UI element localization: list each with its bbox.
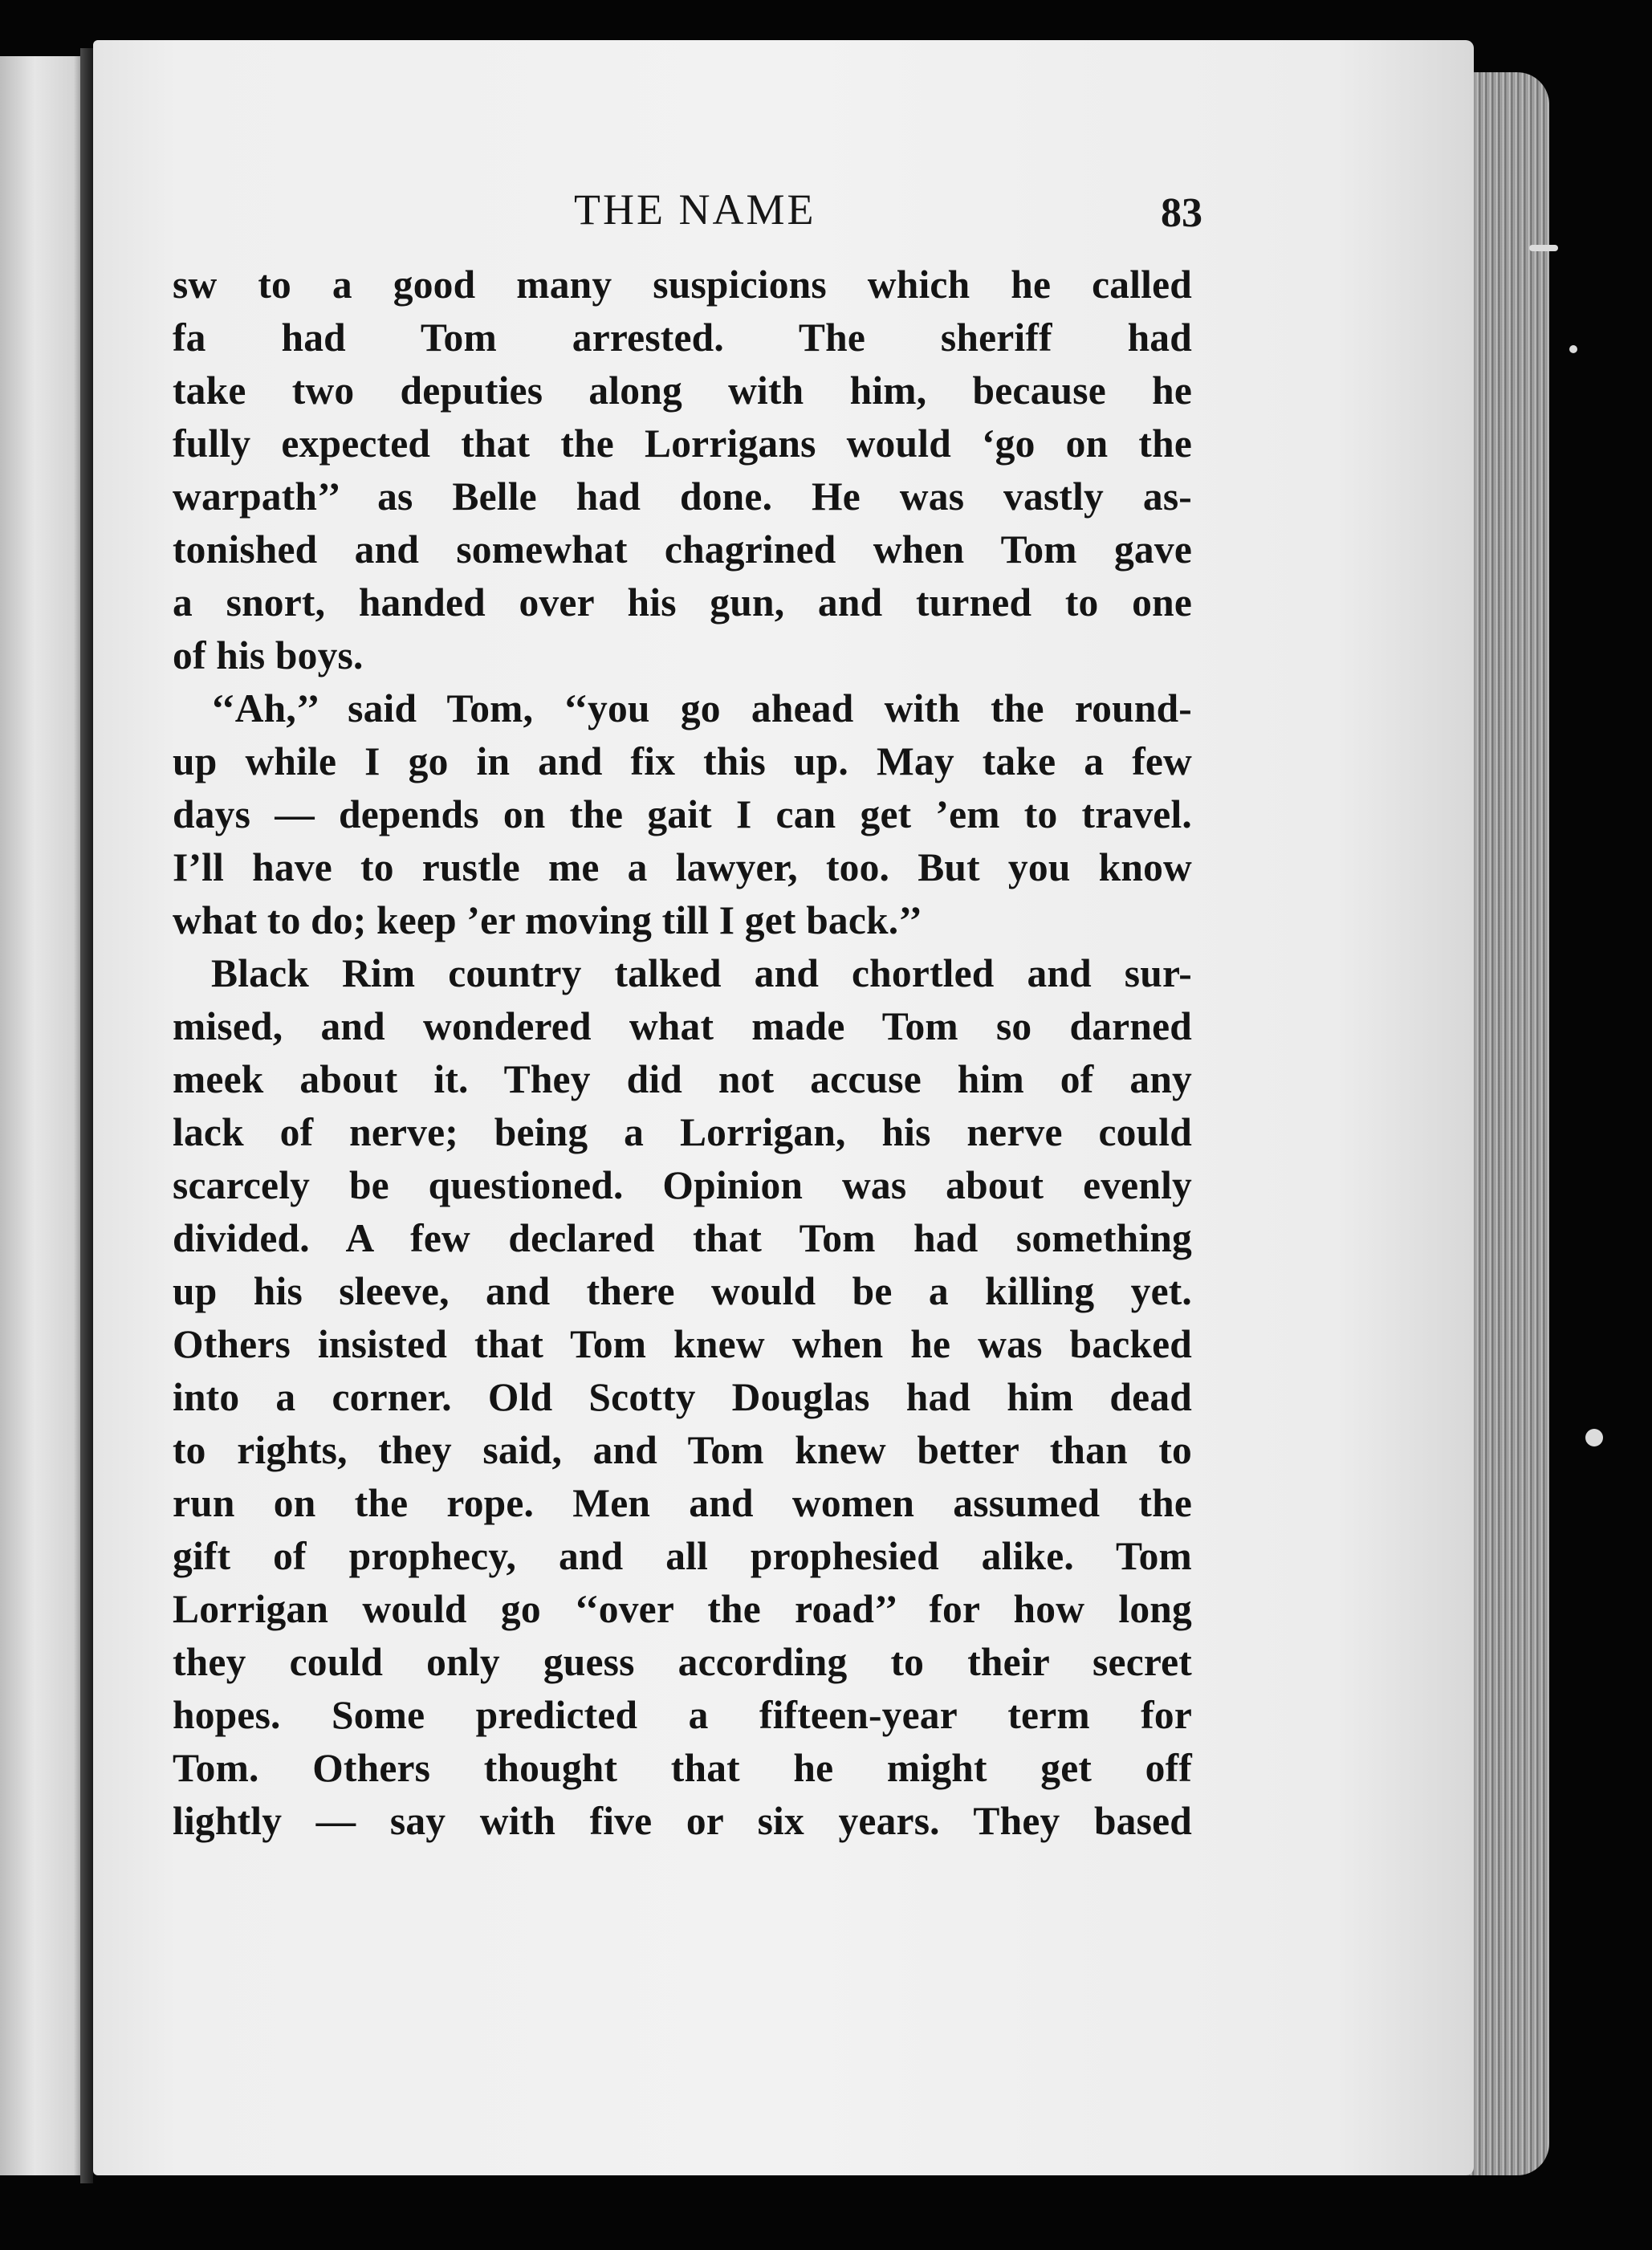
text-line: Black Rim country talked and chortled and sur- [211,951,1192,995]
text-line: a snort, handed over his gun, and turned to one [173,580,1192,625]
scan-speck [1585,1429,1603,1446]
page-number: 83 [1161,190,1202,236]
text-line: Tom. Others thought that he might get off [173,1746,1192,1790]
text-line: warpath’’ as Belle had done. He was vastly as- [173,474,1192,519]
text-line: lack of nerve; being a Lorrigan, his nerve could [173,1110,1192,1154]
text-line: days — depends on the gait I can get ’em to travel. [173,792,1192,836]
paragraph-end-line: what to do; keep ’er moving till I get back.’’ [173,898,923,942]
text-line: up his sleeve, and there would be a killing yet. [173,1269,1192,1313]
text-line: Others insisted that Tom knew when he was backed [173,1322,1192,1366]
text-line: Lorrigan would go ‘‘over the road’’ for how long [173,1587,1192,1631]
text-line: lightly — say with five or six years. They based [173,1799,1192,1843]
running-head [0,185,1652,249]
book-gutter [80,48,93,2183]
facing-page-edge [0,56,87,2175]
text-line: I’ll have to rustle me a lawyer, too. But you know [173,845,1192,889]
text-line: divided. A few declared that Tom had something [173,1216,1192,1260]
running-title: THE NAME [574,185,816,234]
text-line: mised, and wondered what made Tom so darned [173,1004,1192,1048]
text-line: ‘‘Ah,’’ said Tom, ‘‘you go ahead with the round- [211,686,1192,730]
text-line: meek about it. They did not accuse him of any [173,1057,1192,1101]
text-line: gift of prophecy, and all prophesied alike. Tom [173,1534,1192,1578]
text-line: up while I go in and fix this up. May take a few [173,739,1192,783]
body-text [173,258,1192,1848]
text-line: scarcely be questioned. Opinion was about evenly [173,1163,1192,1207]
text-line: fa had Tom arrested. The sheriff had [173,315,1192,360]
text-line: tonished and somewhat chagrined when Tom gave [173,527,1192,572]
text-line: take two deputies along with him, because he [173,368,1192,413]
scan-speck [1529,245,1558,251]
text-line: hopes. Some predicted a fifteen-year term for [173,1693,1192,1737]
text-line: fully expected that the Lorrigans would ‘go on the [173,421,1192,466]
text-line: run on the rope. Men and women assumed the [173,1481,1192,1525]
paragraph-end-line: of his boys. [173,633,364,677]
text-line: into a corner. Old Scotty Douglas had him dead [173,1375,1192,1419]
text-line: to rights, they said, and Tom knew better than to [173,1428,1192,1472]
text-line: sw to a good many suspicions which he called [173,262,1192,307]
text-line: they could only guess according to their secret [173,1640,1192,1684]
scan-speck [1569,345,1577,353]
